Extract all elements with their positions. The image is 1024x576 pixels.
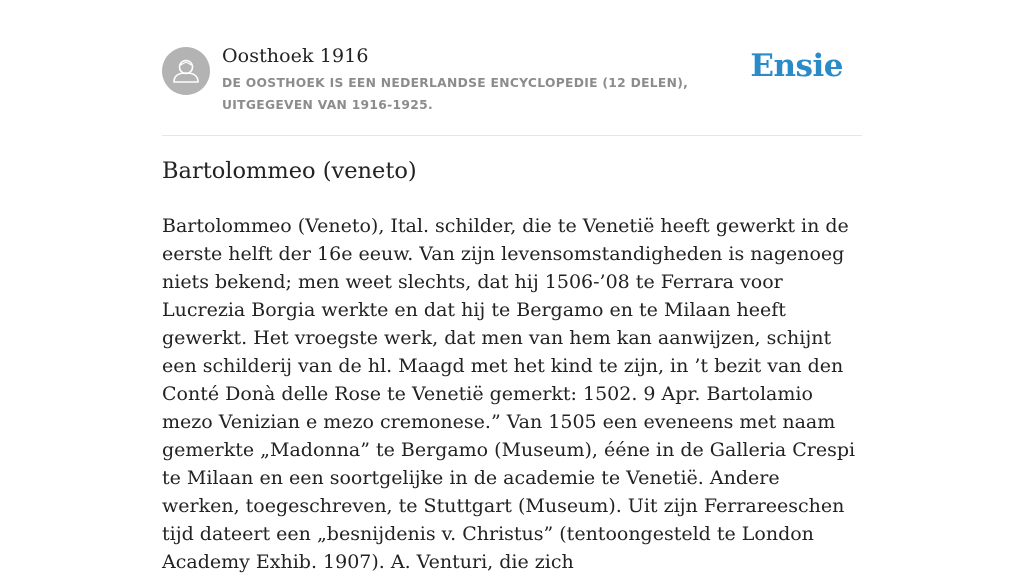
brand-logo[interactable]: Ensie <box>750 48 843 84</box>
article-body: Bartolommeo (Veneto), Ital. schilder, die te Venetië heeft gewerkt in de eerste helft der 16e eeuw. Van zijn levensomstandigheden is nagenoeg niets bekend; men weet slechts, dat hij 1506-’08 te Ferrara voor Lucrezia Borgia werkte en dat hij te Bergamo en te Milaan heeft gewerkt. Het vroegste werk, dat men van hem kan aanwijzen, schijnt een schilderij van de hl. Maagd met het kind te zijn, in ’t bezit van den Conté Donà delle Rose te Venetië gemerkt: 1502. 9 Apr. Bartolamio mezo Venizian e mezo cremonese.” Van 1505 een eveneens met naam gemerkte „Madonna” te Bergamo (Museum), ééne in de Galleria Crespi te Milaan en een soortgelijke in de academie te Venetië. Andere werken, toegeschreven, te Stuttgart (Museum). Uit zijn Ferrareeschen tijd dateert een „besnijdenis v. Christus” (tentoongesteld te London Academy Exhib. 1907). A. Venturi, die zich <box>162 215 856 573</box>
source-description: DE OOSTHOEK IS EEN NEDERLANDSE ENCYCLOPEDIE (12 DELEN), UITGEGEVEN VAN 1916-1925. <box>222 76 689 112</box>
source-header <box>162 0 862 136</box>
source-title[interactable]: Oosthoek 1916 <box>222 45 369 67</box>
article-title: Bartolommeo (veneto) <box>162 158 417 184</box>
user-icon <box>162 47 210 95</box>
article-page <box>162 0 862 573</box>
avatar[interactable] <box>162 47 210 95</box>
